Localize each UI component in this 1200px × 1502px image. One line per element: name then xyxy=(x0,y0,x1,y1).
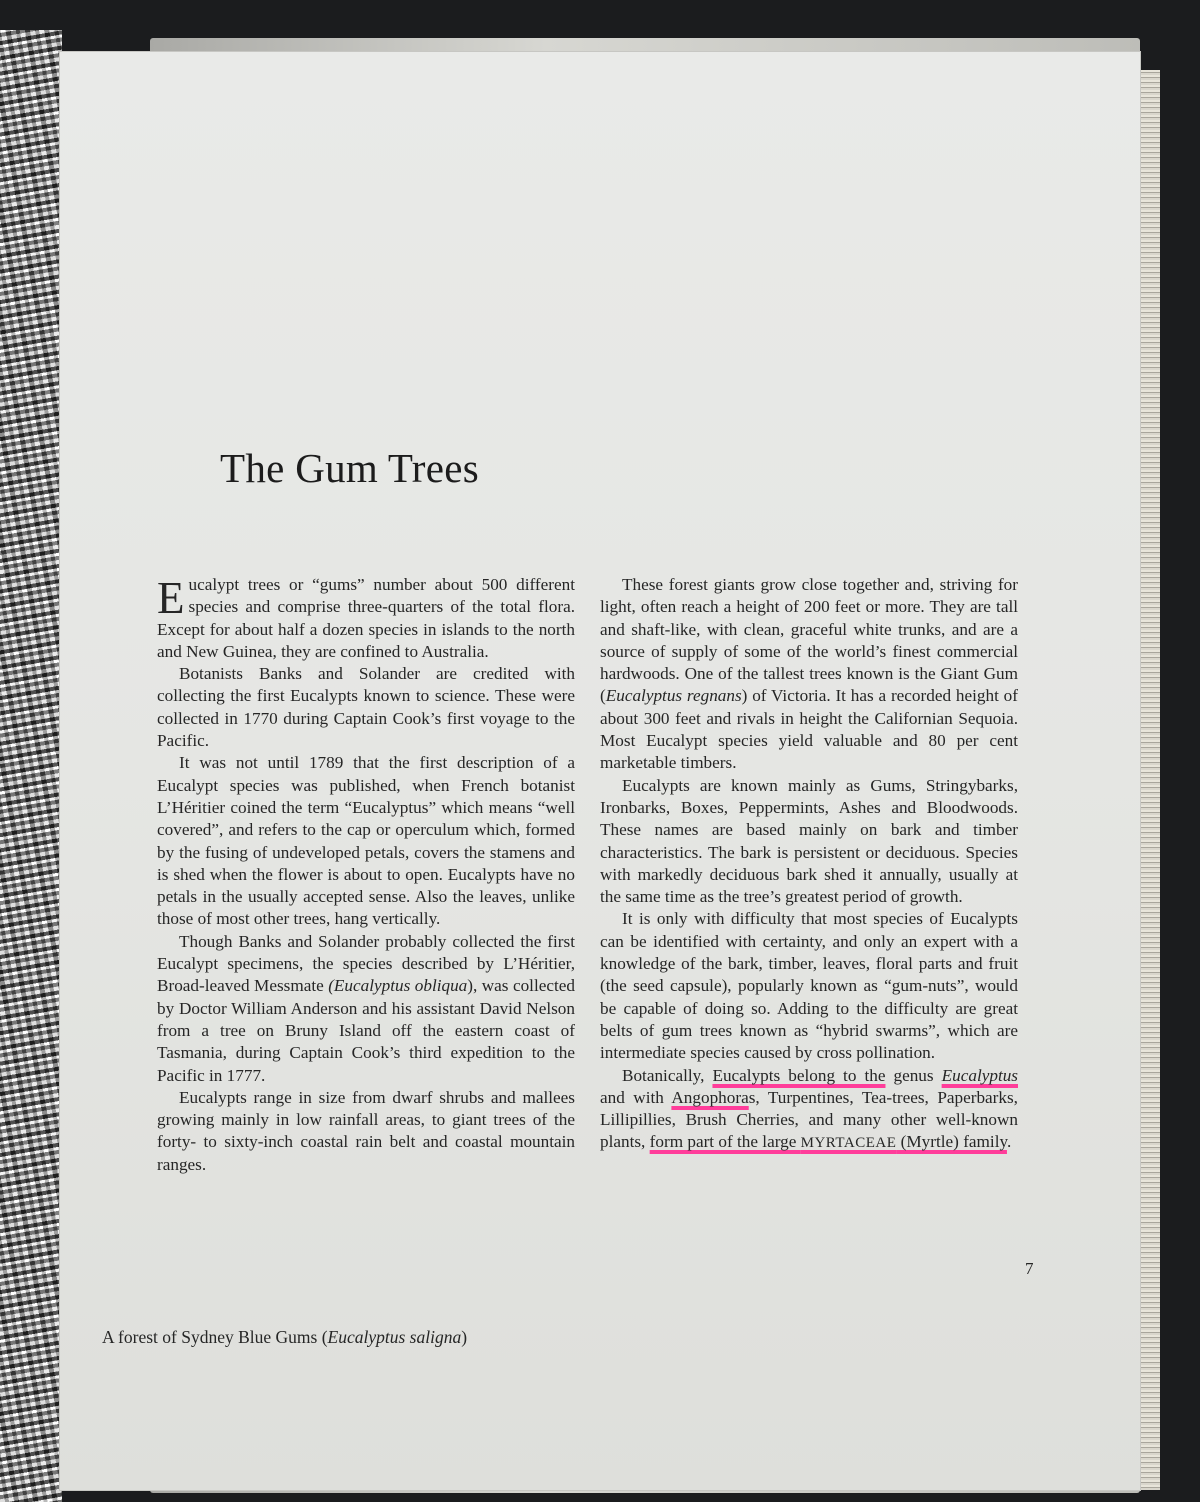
paragraph-text: genus xyxy=(885,1065,942,1085)
paragraph-first-description: It was not until 1789 that the first description of a Eucalypt species was published, when French botanist L’Héritier coined the term “Eucalyptus” which means “well covered”, and refers to the cap or operculum which, formed by the fusing of undeveloped petals, covers the stamens and is shed when the flower is about to open. Eucalypts have no petals in the usually accepted sense. Also the leaves, unlike those of most other trees, hang vertically. xyxy=(157,753,575,929)
caption-species: Eucalyptus saligna xyxy=(327,1327,462,1347)
paragraph-text: Though Banks and Solander probably collected the first Eucalypt specimens, the species described by L’Héritier, Broad-leaved Messmate xyxy=(157,931,575,996)
highlighted-genus: Eucalyptus xyxy=(941,1065,1018,1085)
facing-page-forest-photo xyxy=(0,30,62,1502)
paragraph-botanical-family xyxy=(600,1065,1018,1155)
highlighted-family-name: MYRTACEAE xyxy=(800,1135,897,1152)
drop-cap: E xyxy=(157,573,185,623)
paragraph-intro xyxy=(157,574,575,663)
paragraph-size-range: Eucalypts range in size from dwarf shrubs and mallees growing mainly in low rainfall areas, to giant trees of the forty- to sixty-inch coastal rain belt and coastal mountain ranges. xyxy=(157,1087,575,1174)
paragraph-specimens xyxy=(157,931,575,1087)
species-name: (Eucalyptus obliqua xyxy=(328,976,468,996)
right-column xyxy=(600,574,1018,1155)
highlighted-text: form part of the large xyxy=(649,1132,801,1152)
paragraph-text: Botanically, xyxy=(622,1065,713,1085)
paragraph-banks-solander: Botanists Banks and Solander are credited with collecting the first Eucalypts known to science. These were collected in 1770 during Captain Cook’s first voyage to the Pacific. xyxy=(157,664,575,751)
paragraph-text: and with xyxy=(600,1087,672,1107)
photo-caption xyxy=(102,1327,467,1348)
paragraph-text: These forest giants grow close together and, striving for light, often reach a height of 200 feet or more. They are tall and shaft-like, with clean, graceful white trunks, and are a source of supply of some of the world’s finest commercial hardwoods. One of the tallest trees known is the Giant Gum ( xyxy=(600,575,1018,706)
paragraph-text: ), was collected by Doctor William Anderson and his assistant David Nelson from a tree on Bruny Island off the eastern coast of Tasmania, during Captain Cook’s third expedition to the Pacific in 1777. xyxy=(157,976,575,1085)
paragraph-identification: It is only with difficulty that most species of Eucalypts can be identified with certainty, and only an expert with a knowledge of the bark, timber, leaves, floral parts and fruit (the seed capsule), popularly known as “gum-nuts”, would be capable of doing so. Adding to the difficulty are great belts of gum trees known as “hybrid swarms”, which are intermediate species caused by cross pollination. xyxy=(600,909,1018,1063)
left-column xyxy=(157,574,575,1176)
species-name: Eucalyptus regnans xyxy=(605,686,742,706)
highlighted-text: Eucalypts belong to the xyxy=(712,1065,886,1085)
paragraph-common-names: Eucalypts are known mainly as Gums, Stringybarks, Ironbarks, Boxes, Peppermints, Ashes and Bloodwoods. These names are based mainly on bark and timber characteristics. The bark is persistent or deciduous. Species with markedly deciduous bark shed it annually, usually at the same time as the tree’s greatest period of growth. xyxy=(600,775,1018,907)
paragraph-forest-giants xyxy=(600,574,1018,775)
page-title: The Gum Trees xyxy=(220,445,480,491)
highlighted-text: Angophora xyxy=(671,1087,749,1107)
page-number: 7 xyxy=(1025,1259,1034,1278)
caption-text: A forest of Sydney Blue Gums ( xyxy=(102,1327,328,1347)
highlighted-text: (Myrtle) family xyxy=(896,1132,1007,1152)
paragraph-text: ) of Victoria. It has a recorded height of about 300 feet and rivals in height the Californian Sequoia. Most Eucalypt species yield valuable and 80 per cent marketable timbers. xyxy=(600,686,1018,773)
caption-text: ) xyxy=(461,1327,468,1347)
paragraph-text: . xyxy=(1006,1132,1012,1152)
book-page xyxy=(60,52,1140,1490)
paragraph-text: s, Turpentines, Tea-trees, Paperbarks, Lillipillies, Brush Cherries, and many other well-known plants, xyxy=(600,1087,1018,1152)
paragraph-text: ucalypt trees or “gums” number about 500 different species and comprise three-quarters of the total flora. Except for about half a dozen species in islands to the north and New Guinea, they are confined to Australia. xyxy=(157,575,575,661)
